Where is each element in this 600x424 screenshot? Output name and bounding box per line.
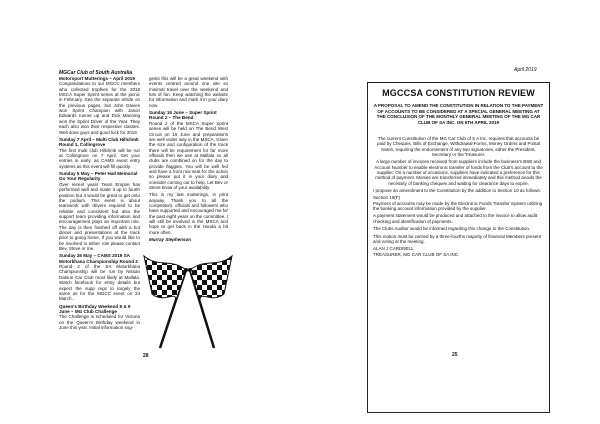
article-paragraph: Over recent years Team Empire has performed well and made it up to fourth position but it would be great to get onto the podium. This event is about teamwork with drivers required to be reliable and consistent but also the support team providing information and encouragement plays an important role. The day is then finished off with a hot dinner and presentations at the track prior to going home. If you would like to be involved in either role please contact Bev, Steve or me. bbox=[59, 181, 140, 251]
signature-title: TREASURER, MG CAR CLUB OF SA INC. bbox=[373, 251, 460, 257]
signature-name: ALAN J CARDNELL bbox=[373, 246, 414, 252]
section-heading: Motorsport Mutterings – April 2019 bbox=[59, 76, 135, 81]
article-paragraph: The Challenge is scheduled for Victoria on the Queen's Birthday weekend in June this year. Initial information sug- bbox=[59, 314, 140, 331]
constitution-review-box bbox=[367, 82, 550, 413]
paragraph-proposal: I propose an amendment to the Constitution by the addition to Section 10 as follows: bbox=[373, 188, 541, 194]
article-paragraph: The first multi club Hillclimb will be run at Collingrove on 7 April. Get your entries in early, as CAMS event entry systems as this event will fill quickly. bbox=[59, 147, 140, 169]
article-paragraph: Congratulations to our MGCC members who collected trophies for the 2018 MSCA Super Sprint series at the picnic in February. See the separate article on the previous pages, but John Davies won Sprint Champion with Jason Edwards runner up and Dick Manning won the Sprint Driver of the Year. They each also won their respective classes. Well done guys and good luck for 2019. bbox=[59, 81, 140, 135]
checkered-flags-image bbox=[142, 250, 234, 350]
page-date: April 2019 bbox=[514, 67, 537, 73]
section-heading: Sunday 26 May – CAMS 2019 SA Motorkhana Championship Round 2 bbox=[59, 253, 138, 264]
section-heading: Sunday 16 June – Super Sprint Round 2 – The Bend bbox=[149, 110, 217, 121]
article-paragraph: Round 2 of the MSCA Super Sprint series will be held on The Bend West Circuit on 16 June and preparations are well under way in the MSCA. Given the size and configuration of the track there will be requirement for far more officials then we use at Mallala so all clubs are combined on for the day to provide flaggies. You will be well fed and have a front row seat for the action so please put it in your diary and consider coming out to help. Let Bev or Steve know of your availability. bbox=[149, 120, 228, 190]
paragraph-auditor: The Clubs Auditor would be informed regarding this change to the Constitution. bbox=[373, 226, 531, 232]
section-label: Section 10(F) bbox=[373, 195, 401, 201]
left-column-2 bbox=[149, 76, 228, 242]
section-heading: Sunday 5 May – Peter Hall Memorial Go Your Regularity bbox=[59, 171, 138, 182]
club-header: MGCar Club of South Australia bbox=[59, 70, 133, 76]
section-heading: Queen's Birthday Weekend 8 & 9 June – MG Club Challenge bbox=[59, 303, 131, 314]
paragraph-electronic-transfer: A large number of invoices received from suppliers include the business's BSB and Account Number to enable electronic transfer of funds from the Club's account to the supplier. On a number of occasions, suppliers have indicated a preference for this method of payment. Monies are transferred immediately and this method avoids the necessity of banking cheques and waiting for clearance days to expire. bbox=[374, 159, 543, 186]
left-column-1 bbox=[59, 76, 140, 332]
paragraph-payment-statement: A payment statement would be produced and attached to the invoice to allow audit checking and identification of payments. bbox=[373, 213, 538, 224]
author-signature: Murray Stephenson bbox=[149, 237, 192, 243]
paragraph-current-constitution: The current Constitution of the MG Car Club of S A Inc. requires that accounts be paid by Cheques, Bills of Exchange, Withdrawal Forms, Money Orders and Postal Notes, requiring the endorsement of any two signatories, either the President, Secretary or the Treasurer. bbox=[376, 136, 541, 158]
right-page-number: 25 bbox=[452, 352, 458, 358]
left-page-number: 28 bbox=[143, 353, 149, 359]
proposal-heading: A PROPOSAL TO AMEND THE CONSTITUTION IN RELATION TO THE PAYMENT OF ACCOUNTS TO BE CONSIDERED AT A SPECIAL GENERAL MEETING AT THE CONCLUSION OF THE MONTHLY GENERAL MEETING OF THE MG CAR CLUB OF SA INC. ON 9TH APRIL 2019 bbox=[373, 103, 544, 125]
article-paragraph: gests this will be a great weekend with events centred around one site so minimal travel over the weekend and lots of fun. Keep watching the website for information and mark it in your diary now. bbox=[149, 76, 228, 108]
article-paragraph: This is my last mutterings, in print anyway. Thank you to all the competitors, officials and followers who have supported and encouraged me for the past eight years on the committee. I will still be involved in the MSCA and hope to get back in the Honda a bit more often. bbox=[149, 192, 228, 235]
section-heading: Sunday 7 April – Multi Club Hillclimb Round 1, Collingrove bbox=[59, 136, 139, 148]
page-title: MGCCSA CONSTITUTION REVIEW bbox=[382, 88, 535, 98]
paragraph-majority: This motion must be carried by a three-fourths majority of financial Members present and voting at the meeting. bbox=[373, 233, 542, 244]
article-paragraph: Round 2 of the SA Motorkhana Championship will be run by Nissan Datsun Car Club most likely at Mallala. Watch facebook for entry details but expect the supp regs to largely the same as for the MGCC event on 24 March.. bbox=[59, 264, 140, 302]
paragraph-section-10f: Payment of accounts may be made by the Electronic Funds Transfer System utilizing the banking account information provided by the supplier. bbox=[373, 200, 543, 212]
